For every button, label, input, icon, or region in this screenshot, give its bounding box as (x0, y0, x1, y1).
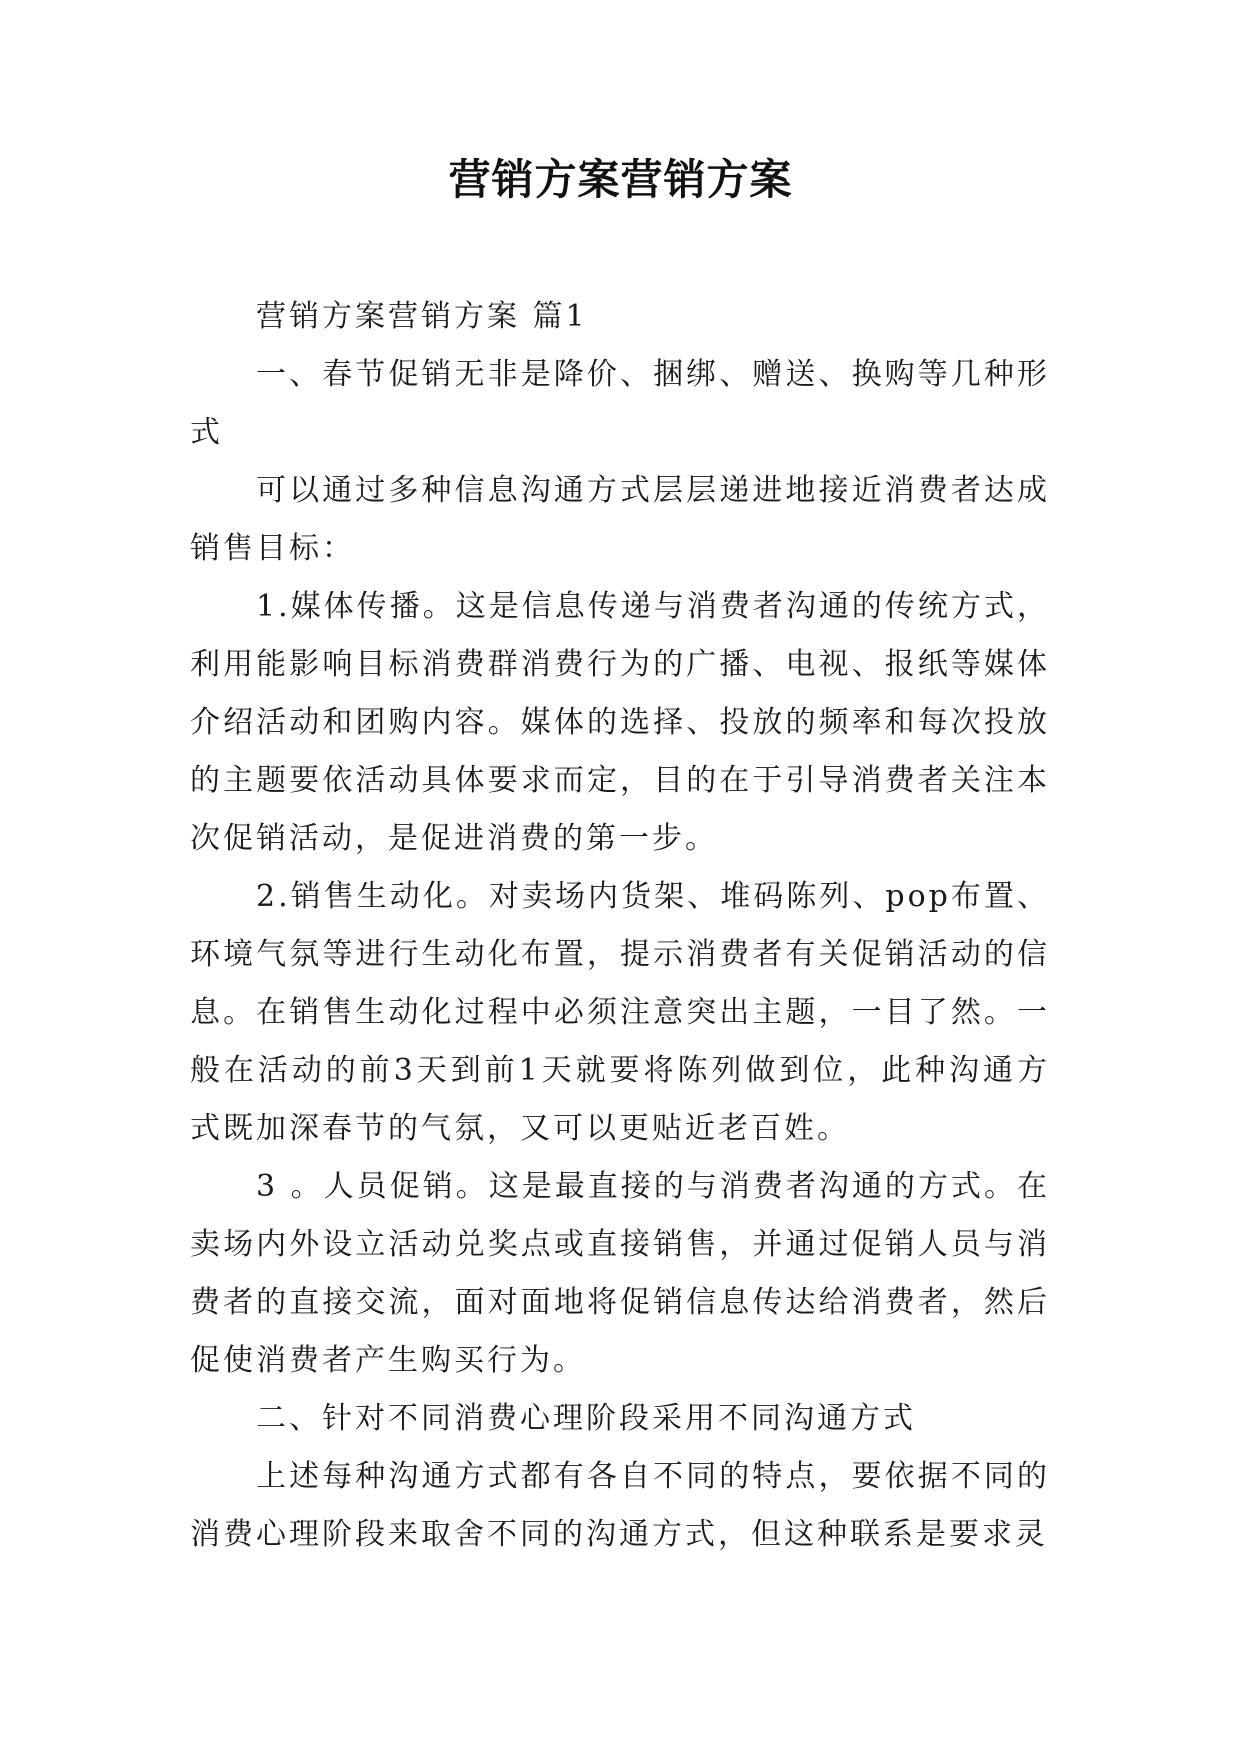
paragraph-section-2-body: 上述每种沟通方式都有各自不同的特点，要依据不同的消费心理阶段来取舍不同的沟通方式，但这种联系是要求灵 (190, 1459, 1050, 1552)
document-title: 营销方案营销方案 (448, 155, 793, 204)
paragraph-merchandising: 2.销售生动化。对卖场内货架、堆码陈列、pop布置、环境气氛等进行生动化布置，提示消费者有关促销活动的信息。在销售生动化过程中必须注意突出主题，一目了然。一般在活动的前3天到前1天就要将陈列做到位，此种沟通方式既加深春节的气氛，又可以更贴近老百姓。 (190, 879, 1050, 1146)
paragraph-media: 1.媒体传播。这是信息传递与消费者沟通的传统方式，利用能影响目标消费群消费行为的广播、电视、报纸等媒体介绍活动和团购内容。媒体的选择、投放的频率和每次投放的主题要依活动具体要求而定，目的在于引导消费者关注本次促销活动，是促进消费的第一步。 (190, 589, 1050, 856)
paragraph-section-2: 二、针对不同消费心理阶段采用不同沟通方式 (256, 1401, 916, 1436)
paragraph-section-1: 一、春节促销无非是降价、捆绑、赠送、换购等几种形式 (190, 357, 1050, 450)
document-body (190, 288, 1050, 1564)
paragraph-heading-1: 营销方案营销方案 篇1 (256, 299, 588, 334)
paragraph-intro: 可以通过多种信息沟通方式层层递进地接近消费者达成销售目标： (190, 473, 1050, 566)
paragraph-personnel: 3 。人员促销。这是最直接的与消费者沟通的方式。在卖场内外设立活动兑奖点或直接销售，并通过促销人员与消费者的直接交流，面对面地将促销信息传达给消费者，然后促使消费者产生购买行为。 (190, 1169, 1050, 1378)
